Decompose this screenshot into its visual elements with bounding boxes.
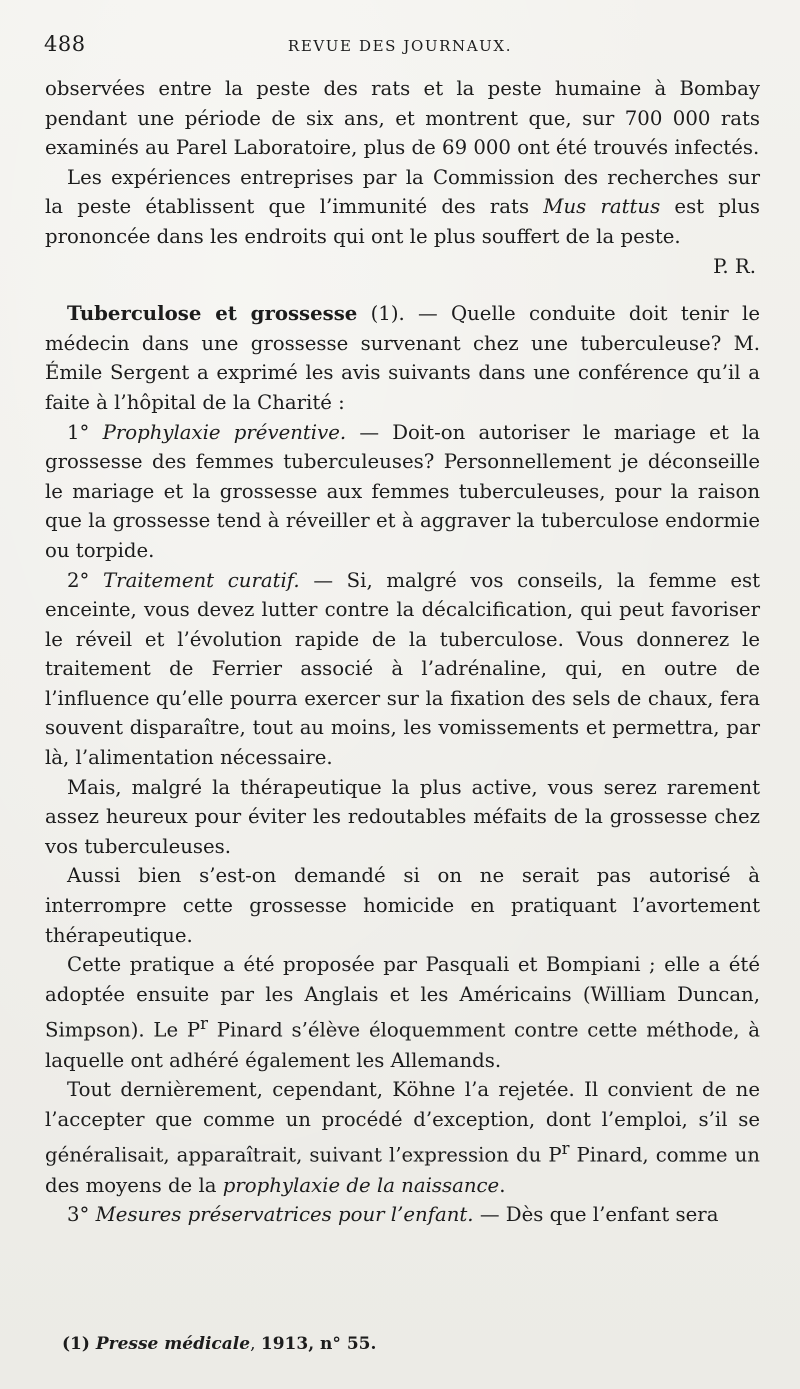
paragraph-treatment [45, 566, 760, 773]
paragraph-child-measures [45, 1200, 760, 1230]
article-body [45, 74, 760, 1230]
footnote-text: , [250, 1334, 261, 1354]
item-number: 2° [67, 568, 104, 592]
paragraph-rat-immunity [45, 163, 760, 252]
paragraph-practice-history [45, 950, 760, 1075]
page-number: 488 [44, 32, 86, 56]
paragraph-plague-statistics [45, 74, 760, 163]
paragraph-abortion-question [45, 861, 760, 950]
item-heading: Traitement curatif. [103, 568, 300, 592]
item-heading: Mesures préservatrices pour l’enfant. [95, 1203, 474, 1227]
footnote-year: 1913 [260, 1334, 309, 1354]
item-number: 3° [67, 1203, 96, 1227]
paragraph-text: Cette pratique a été proposée par Pasquali et Bompiani ; elle a été adoptée ensuite par les Anglais et les Américains (William Duncan, Simpson). Le P [45, 953, 760, 1042]
footnote [62, 1334, 376, 1354]
paragraph-text: — Si, malgré vos conseils, la femme est enceinte, vous devez lutter contre la décalcification, qui peut favoriser le réveil et l’évolution rapide de la tuberculose. Vous donnerez le traitement de Ferrier associé à l’adrénaline, qui, en outre de l’influence qu’elle pourra exercer sur la fixation des sels de chaux, fera souvent disparaître, tout au moins, les vomissements et permettra, par là, l’alimentation nécessaire. [45, 568, 760, 770]
paragraph-kohne [45, 1075, 760, 1200]
footnote-number: (1) [62, 1334, 96, 1354]
species-name: Mus rattus [543, 195, 661, 219]
paragraph-prophylaxis [45, 418, 760, 566]
paragraph-text: Pinard, comme un des moyens de la [45, 1143, 760, 1197]
paragraph-section-intro [45, 299, 760, 417]
paragraph-text: — Doit-on autoriser le mariage et la grossesse des femmes tuberculeuses? Personnellement je déconseille le mariage et la grossesse aux femmes tuberculeuses, pour la raison que la grossesse tend à réveiller et à aggraver la tuberculose endormie ou torpide. [45, 420, 760, 562]
paragraph-text: . [499, 1173, 506, 1197]
item-heading: Prophylaxie préventive. [102, 420, 347, 444]
footnote-ref: (1). [357, 302, 405, 326]
paragraph-text: — Quelle conduite doit tenir le médecin dans une grossesse survenant chez une tuberculeuse? M. Émile Sergent a exprimé les avis suivants dans une conférence qu’il a faite à l’hôpital de la Charité : [45, 302, 761, 414]
author-signature [45, 252, 760, 282]
italic-phrase: prophylaxie de la naissance [222, 1173, 500, 1197]
paragraph-therapeutics [45, 773, 760, 862]
section-gap [45, 281, 760, 299]
paragraph-text: Pinard s’élève éloquemment contre cette méthode, à laquelle ont adhéré également les Allemands. [45, 1018, 760, 1072]
footnote-issue: , n° 55. [308, 1334, 377, 1354]
paragraph-text: Tout dernièrement, cependant, Köhne l’a rejetée. Il convient de ne l’accepter que comme un procédé d’exception, dont l’emploi, s’il se généralisait, apparaîtrait, suivant l’expression du P [45, 1078, 760, 1167]
title-superscript: r [200, 1014, 208, 1034]
paragraph-text: Aussi bien s’est-on demandé si on ne serait pas autorisé à interrompre cette grossesse homicide en pratiquant l’avortement thérapeutique. [45, 864, 760, 947]
paragraph-text: Les expériences entreprises par la Commission des recherches sur la peste établissent que l’immunité des rats [45, 165, 760, 219]
section-heading: Tuberculose et grossesse [67, 302, 358, 326]
paragraph-text: — Dès que l’enfant sera [473, 1203, 719, 1227]
item-number: 1° [67, 420, 103, 444]
paragraph-text: Mais, malgré la thérapeutique la plus active, vous serez rarement assez heureux pour éviter les redoutables méfaits de la grossesse chez vos tuberculeuses. [45, 775, 760, 858]
paragraph-text: est plus prononcée dans les endroits qui ont le plus souffert de la peste. [45, 195, 760, 248]
footnote-source: Presse médicale [95, 1334, 251, 1354]
page-header [44, 32, 756, 66]
paragraph-text: observées entre la peste des rats et la peste humaine à Bombay pendant une période de six ans, et montrent que, sur 700 000 rats examinés au Parel Laboratoire, plus de 69 000 ont été trouvés infectés. [45, 77, 760, 160]
running-head: REVUE DES JOURNAUX. [287, 37, 513, 55]
signature-text: P. R. [713, 254, 756, 278]
title-superscript: r [561, 1139, 570, 1159]
